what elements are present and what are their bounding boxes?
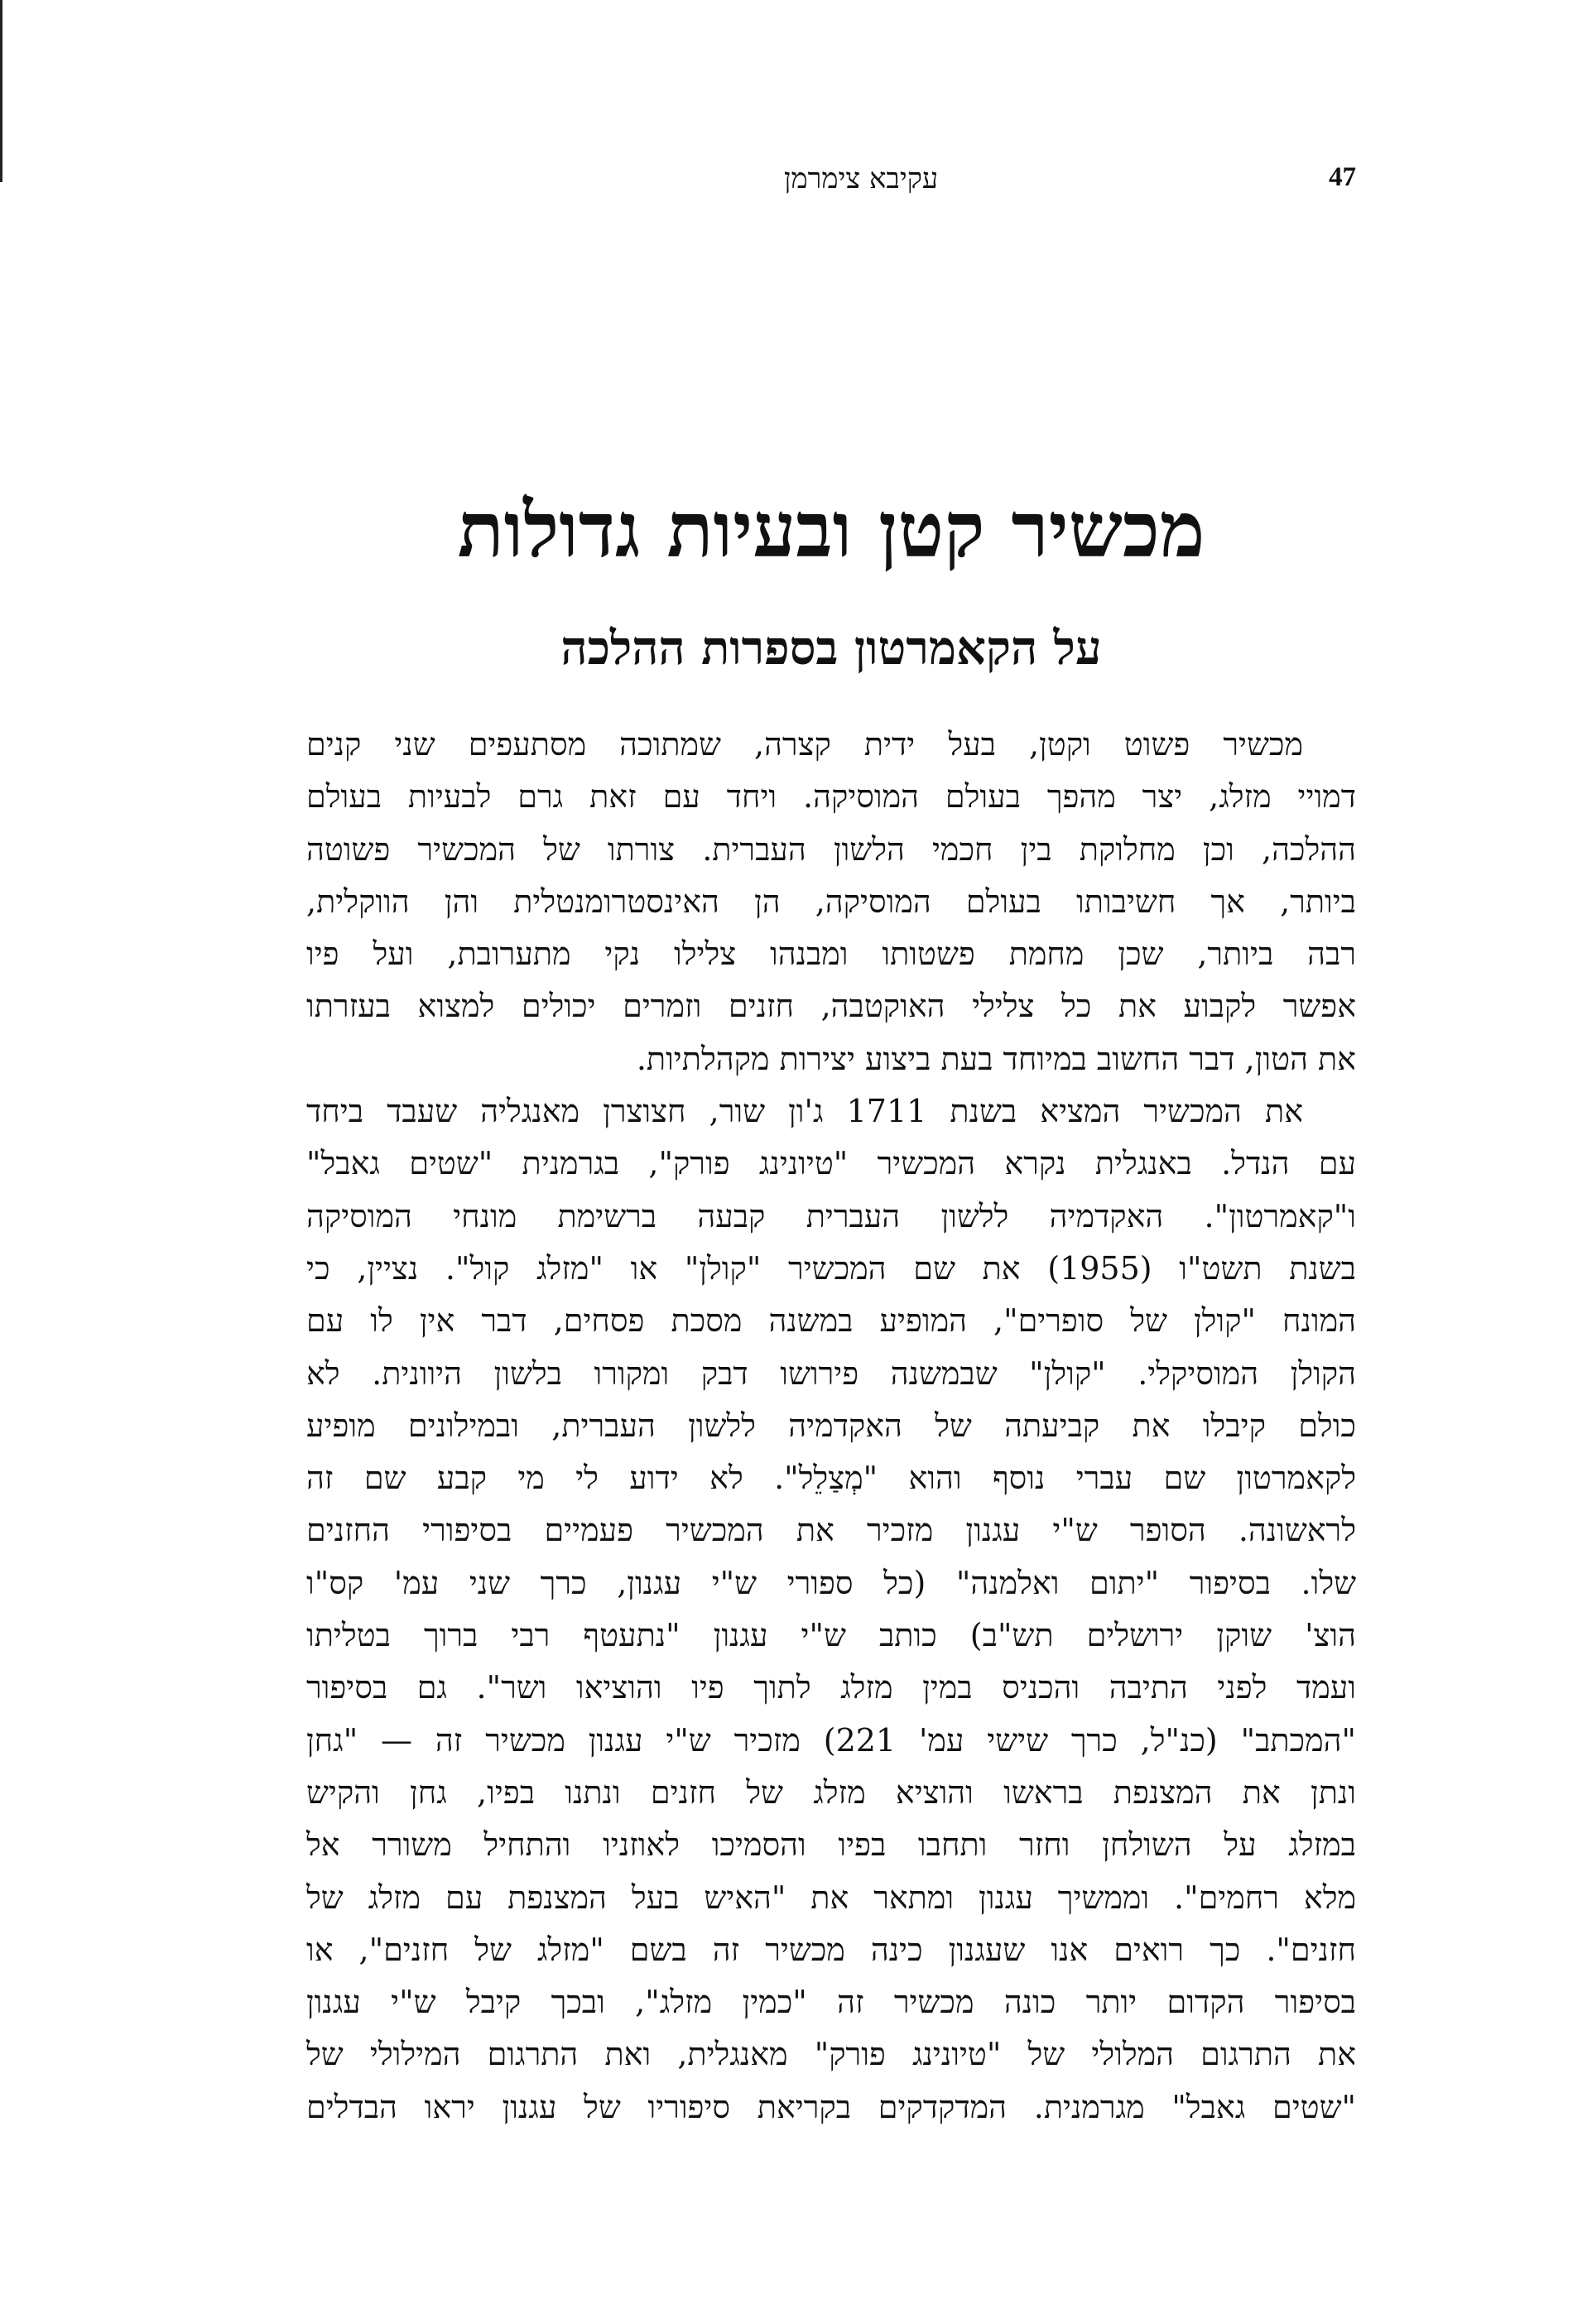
text-line: עם הנדל. באנגלית נקרא המכשיר "טיונינג פורק", בגרמנית "שטים גאבל": [306, 1145, 1356, 1182]
text-line: מכשיר פשוט וקטן, בעל ידית קצרה, שמתוכה מסתעפים שני קנים: [306, 726, 1303, 763]
text-line: רבה ביותר, שכן מחמת פשטותו ומבנהו צלילו נקי מתערובת, ועל פיו: [306, 936, 1356, 973]
text-line: ו"קאמרטון". האקדמיה ללשון העברית קבעה ברשימת מונחי המוסיקה: [306, 1197, 1356, 1234]
text-line: במזלג על השולחן וחזר ותחבו בפיו והסמיכו לאוזניו והתחיל משורר אל: [306, 1826, 1356, 1864]
text-line: ההלכה, וכן מחלוקת בין חכמי הלשון העברית. צורתו של המכשיר פשוטה: [306, 830, 1356, 868]
text-line: "המכתב" (כנ"ל, כרך שישי עמ' 221) מזכיר ש"י עגנון מכשיר זה — "גחן: [306, 1721, 1356, 1759]
running-title: עקיבא צימרמן: [783, 162, 939, 195]
text-line: "שטים גאבל" מגרמנית. המדקדקים בקריאת סיפוריו של עגנון יראו הבדלים: [306, 2088, 1356, 2125]
scan-edge-mark: [0, 0, 2, 182]
text-line: שלו. בסיפור "יתום ואלמנה" (כל ספורי ש"י עגנון, כרך שני עמ' קס"ו: [306, 1564, 1356, 1601]
text-line: הקולן המוסיקלי. "קולן" שבמשנה פירושו דבק ומקורו בלשון היוונית. לא: [306, 1354, 1356, 1392]
page-number: 47: [1329, 162, 1356, 192]
text-line: בסיפור הקדום יותר כונה מכשיר זה "כמין מזלג", ובכך קיבל ש"י עגנון: [306, 1984, 1356, 2021]
text-line: מלא רחמים". וממשיך עגנון ומתאר את "האיש בעל המצנפת עם מזלג של: [306, 1879, 1356, 1916]
text-line: כולם קיבלו את קביעתה של האקדמיה ללשון העברית, ובמילונים מופיע: [306, 1407, 1356, 1444]
text-line: ביותר, אך חשיבותו בעולם המוסיקה, הן האינסטרומנטלית והן הווקלית,: [306, 883, 1356, 920]
article-subtitle: על הקאמרטון בספרות ההלכה: [560, 621, 1102, 676]
text-line: אפשר לקבוע את כל צלילי האוקטבה, חזנים וזמרים יכולים למצוא בעזרתו: [306, 988, 1356, 1025]
text-line: ועמד לפני התיבה והכניס במין מזלג לתוך פיו והוציאו ושר". גם בסיפור: [306, 1669, 1356, 1706]
text-line: הוצ' שוקן ירושלים תש"ב) כותב ש"י עגנון "נתעטף רבי ברוך בטליתו: [306, 1617, 1356, 1654]
text-line: את המכשיר המציא בשנת 1711 ג'ון שור, חצוצרן מאנגליה שעבד ביחד: [306, 1093, 1303, 1130]
text-line: לראשונה. הסופר ש"י עגנון מזכיר את המכשיר פעמיים בסיפורי החזנים: [306, 1512, 1356, 1549]
text-line: דמויי מזלג, יצר מהפך בעולם המוסיקה. ויחד עם זאת גרם לבעיות בעולם: [306, 778, 1356, 816]
article-title: מכשיר קטן ובעיות גדולות: [457, 485, 1205, 575]
text-line: את הטון, דבר החשוב במיוחד בעת ביצוע יצירות מקהלתיות.: [636, 1040, 1356, 1077]
text-line: בשנת תשט"ו (1955) את שם המכשיר "קולן" או "מזלג קול". נציין, כי: [306, 1249, 1356, 1287]
body-text: [306, 719, 1356, 2134]
text-line: את התרגום המלולי של "טיונינג פורק" מאנגלית, ואת התרגום המילולי של: [306, 2036, 1356, 2073]
text-line: ונתן את המצנפת בראשו והוציא מזלג של חזנים ונתנו בפיו, גחן והקיש: [306, 1773, 1356, 1811]
text-line: חזנים". כך רואים אנו שעגנון כינה מכשיר זה בשם "מזלג של חזנים", או: [306, 1931, 1356, 1968]
running-header: [306, 162, 1356, 204]
text-line: המונח "קולן של סופרים", המופיע במשנה מסכת פסחים, דבר אין לו עם: [306, 1302, 1356, 1340]
text-line: לקאמרטון שם עברי נוסף והוא "מְצַלֵל". לא ידוע לי מי קבע שם זה: [306, 1460, 1356, 1497]
